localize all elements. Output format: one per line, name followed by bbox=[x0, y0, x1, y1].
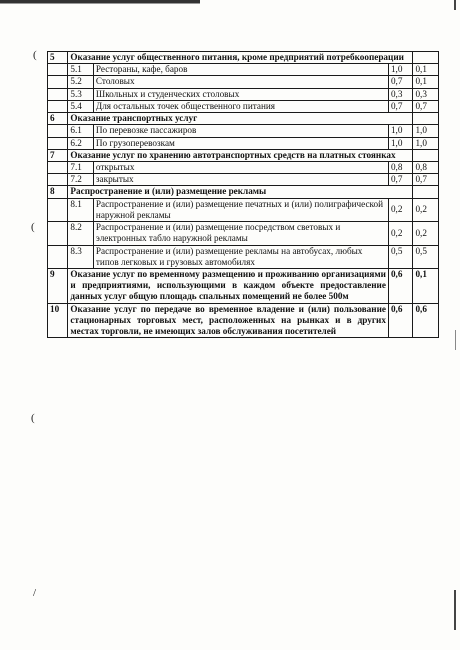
section-number: 7 bbox=[48, 149, 68, 161]
scan-edge-top bbox=[454, 0, 456, 10]
table-row bbox=[48, 100, 439, 112]
item-number: 7.2 bbox=[68, 174, 94, 186]
table-row bbox=[48, 64, 439, 76]
section-text: Оказание услуг по передаче во временное владение и (или) пользование стационарных торговых мест, расположенных на рынках и в других местах торговли, не имеющих залов обслуживания посетителей bbox=[68, 303, 389, 338]
item-name: Школьных и студенческих столовых bbox=[93, 88, 388, 100]
value-2: 0,1 bbox=[413, 76, 439, 88]
value-1: 0,2 bbox=[388, 198, 413, 221]
item-name: По перевозке пассажиров bbox=[93, 125, 388, 137]
value-2: 0,2 bbox=[413, 222, 439, 245]
value-2: 0,1 bbox=[413, 64, 439, 76]
item-number: 8.3 bbox=[68, 245, 94, 268]
value-1: 0,5 bbox=[388, 245, 413, 268]
value-2: 0,8 bbox=[413, 161, 439, 173]
scan-edge-mid bbox=[455, 330, 456, 350]
section-title: Оказание транспортных услуг bbox=[68, 113, 413, 125]
value-1: 0,7 bbox=[388, 76, 413, 88]
empty-cell bbox=[413, 52, 439, 64]
value-2: 0,2 bbox=[413, 198, 439, 221]
value-1: 1,0 bbox=[388, 125, 413, 137]
value-1: 0,3 bbox=[388, 88, 413, 100]
item-name: По грузоперевозкам bbox=[93, 137, 388, 149]
table-row bbox=[48, 174, 439, 186]
item-name: Для остальных точек общественного питания bbox=[93, 100, 388, 112]
item-name: Распространение и (или) размещение рекламы на автобусах, любых типов легковых и грузовых автомобилях bbox=[93, 245, 388, 268]
value-1: 0,7 bbox=[388, 100, 413, 112]
value-1: 1,0 bbox=[388, 64, 413, 76]
item-name: Распространение и (или) размещение печатных и (или) полиграфической наружной рекламы bbox=[93, 198, 388, 221]
empty-cell bbox=[413, 149, 439, 161]
value-2: 1,0 bbox=[413, 125, 439, 137]
table-row bbox=[48, 222, 439, 245]
item-number: 7.1 bbox=[68, 161, 94, 173]
table-row bbox=[48, 303, 439, 338]
section-number: 8 bbox=[48, 186, 68, 198]
value-2: 0,7 bbox=[413, 174, 439, 186]
margin-mark: ( bbox=[31, 412, 35, 424]
value-2: 0,5 bbox=[413, 245, 439, 268]
value-2: 0,3 bbox=[413, 88, 439, 100]
tariff-table bbox=[47, 51, 439, 338]
section-row bbox=[48, 52, 439, 64]
value-1: 0,2 bbox=[388, 222, 413, 245]
item-number: 8.2 bbox=[68, 222, 94, 245]
value-2: 0,1 bbox=[413, 268, 439, 303]
section-title: Распространение и (или) размещение рекламы bbox=[68, 186, 413, 198]
value-1: 0,7 bbox=[388, 174, 413, 186]
item-name: закрытых bbox=[93, 174, 388, 186]
section-number: 9 bbox=[48, 268, 68, 303]
value-2: 0,6 bbox=[413, 303, 439, 338]
item-number: 6.1 bbox=[68, 125, 94, 137]
section-row bbox=[48, 113, 439, 125]
value-1: 0,6 bbox=[388, 303, 413, 338]
scan-edge-bottom bbox=[454, 590, 456, 630]
section-title: Оказание услуг общественного питания, кроме предприятий потребкооперации bbox=[68, 52, 413, 64]
item-number: 6.2 bbox=[68, 137, 94, 149]
item-number: 5.4 bbox=[68, 100, 94, 112]
value-2: 0,7 bbox=[413, 100, 439, 112]
scan-top-bar-shadow bbox=[0, 3, 200, 4]
empty-cell bbox=[413, 113, 439, 125]
table-row bbox=[48, 76, 439, 88]
empty-cell bbox=[413, 186, 439, 198]
table-row bbox=[48, 198, 439, 221]
value-1: 0,8 bbox=[388, 161, 413, 173]
margin-mark: / bbox=[33, 587, 37, 599]
table-row bbox=[48, 161, 439, 173]
section-number: 6 bbox=[48, 113, 68, 125]
table-row bbox=[48, 268, 439, 303]
item-name: Рестораны, кафе, баров bbox=[93, 64, 388, 76]
value-1: 0,6 bbox=[388, 268, 413, 303]
margin-mark: ( bbox=[31, 221, 35, 233]
item-name: Столовых bbox=[93, 76, 388, 88]
item-number: 5.3 bbox=[68, 88, 94, 100]
item-number: 5.1 bbox=[68, 64, 94, 76]
margin-mark: ( bbox=[33, 49, 37, 61]
table-row bbox=[48, 88, 439, 100]
section-number: 10 bbox=[48, 303, 68, 338]
item-number: 8.1 bbox=[68, 198, 94, 221]
value-1: 1,0 bbox=[388, 137, 413, 149]
item-name: Распространение и (или) размещение посредством световых и электронных табло наружной рекламы bbox=[93, 222, 388, 245]
table-row bbox=[48, 125, 439, 137]
item-name: открытых bbox=[93, 161, 388, 173]
table-row bbox=[48, 245, 439, 268]
section-title: Оказание услуг по хранению автотранспортных средств на платных стоянках bbox=[68, 149, 413, 161]
section-row bbox=[48, 149, 439, 161]
item-number: 5.2 bbox=[68, 76, 94, 88]
section-text: Оказание услуг по временному размещению и проживанию организациями и предприятиями, использующими в каждом объекте предоставление данных услуг общую площадь спальных помещений не более 500м bbox=[68, 268, 389, 303]
section-row bbox=[48, 186, 439, 198]
value-2: 1,0 bbox=[413, 137, 439, 149]
table-row bbox=[48, 137, 439, 149]
section-number: 5 bbox=[48, 52, 68, 64]
